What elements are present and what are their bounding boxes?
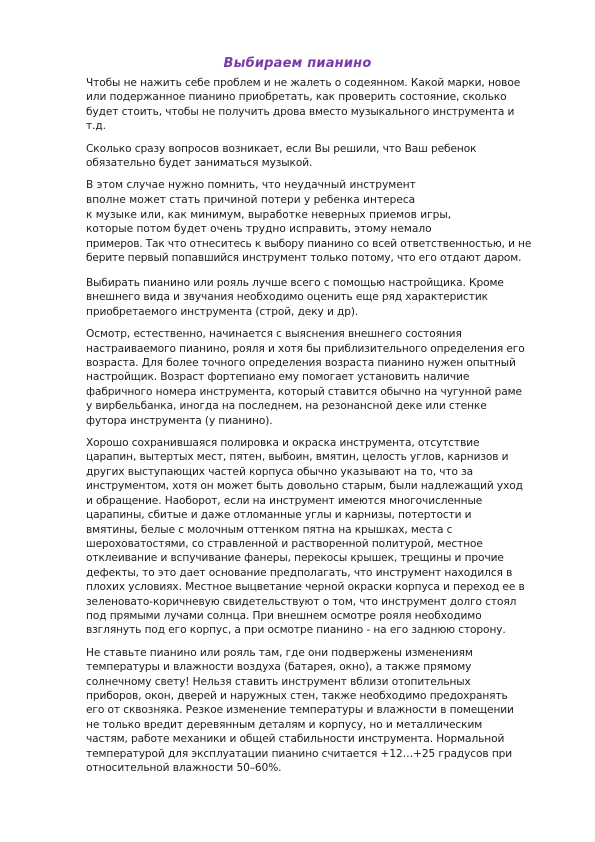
paragraph-inspection: Осмотр, естественно, начинается с выяснения внешнего состояния настраиваемого пианино, рояля и хотя бы приблизительного определения его возраста. Для более точного определения возраста пианино нужен опытный настройщик. Возраст фортепиано ему помогает установить наличие фабричного номера инструмента, который ставится обычно на чугунной раме у вирбельбанка, иногда на последнем, на резонансной деке или стенке футора инструмента (у пианино). [86,328,525,427]
paragraph-tuner: Выбирать пианино или рояль лучше всего с помощью настройщика. Кроме внешнего вида и звучания необходимо оценить еще ряд характеристик приобретаемого инструмента (строй, деку и др). [86,277,504,318]
warning-line: берите первый попавшийся инструмент только потому, что его отдают даром. [86,252,522,265]
warning-line: В этом случае нужно помнить, что неудачный инструмент [86,179,416,192]
paragraph-warning [86,178,532,266]
warning-line: к музыке или, как минимум, выработке неверных приемов игры, [86,208,452,221]
warning-line: которые потом будет очень трудно исправить, этому немало [86,223,432,236]
article-body [86,76,532,783]
warning-line: вполне может стать причиной потери у ребенка интереса [86,194,416,207]
paragraph-intro: Чтобы не нажить себе проблем и не жалеть о содеянном. Какой марки, новое или подержанное пианино приобретать, как проверить состояние, сколько будет стоить, чтобы не получить дрова вместо музыкального инструмента и т.д. [86,77,521,133]
paragraph-condition: Хорошо сохранившаяся полировка и окраска инструмента, отсутствие царапин, вытертых мест, пятен, выбоин, вмятин, целость углов, карнизов и других выступающих частей корпуса обычно указывают на то, что за инструментом, хотя он может быть довольно старым, были надлежащий уход и обращение. Наоборот, если на инструмент имеются многочисленные царапины, сбитые и даже отломанные углы и карнизы, потертости и вмятины, белые с молочным оттенком пятна на крышках, места с шероховатостями, со стравленной и растворенной политурой, местное отклеивание и вспучивание фанеры, перекосы крышек, трещины и прочие дефекты, то это дает основание предполагать, что инструмент находился в плохих условиях. Местное выцветание черной окраски корпуса и переход ее в зеленовато-коричневую свидетельствуют о том, что инструмент долго стоял под прямыми лучами солнца. При внешнем осмотре рояля необходимо взглянуть под его корпус, а при осмотре пианино - на его заднюю сторону. [86,437,525,637]
paragraph-questions: Сколько сразу вопросов возникает, если Вы решили, что Ваш ребенок обязательно будет заниматься музыкой. [86,142,477,170]
page-title: Выбираем пианино [223,56,372,71]
paragraph-placement: Не ставьте пианино или рояль там, где они подвержены изменениям температуры и влажности воздуха (батарея, окно), а также прямому солнечному свету! Нельзя ставить инструмент вблизи отопительных приборов, окон, дверей и наружных стен, также необходимо предохранять его от сквозняка. Резкое изменение температуры и влажности в помещении не только вредит деревянным деталям и корпусу, но и металлическим частям, работе механики и общей стабильности инструмента. Нормальной температурой для эксплуатации пианино считается +12…+25 градусов при относительной влажности 50–60%. [86,646,514,774]
warning-line: примеров. Так что отнеситесь к выбору пианино со всей ответственностью, и не [86,237,532,250]
